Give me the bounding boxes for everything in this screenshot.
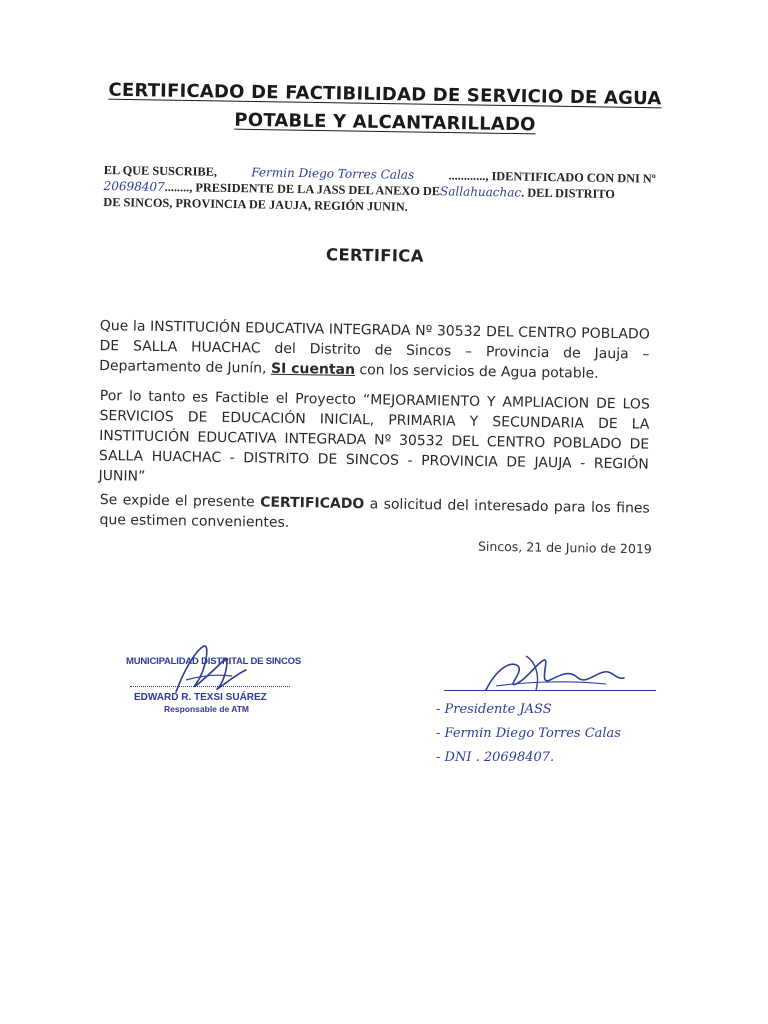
signature-name: - Fermin Diego Torres Calas — [436, 726, 621, 741]
intro-text-5: DE SINCOS, PROVINCIA DE JAUJA, REGIÓN JUNIN. — [103, 194, 408, 214]
paragraph-project: Por lo tanto es Factible el Proyecto “MEJORAMIENTO Y AMPLIACION DE LOS SERVICIOS DE EDUCACIÓN INICIAL, PRIMARIA Y SECUNDARIA DE LA INSTITUCIÓN EDUCATIVA INTEGRADA Nº 30532 DEL CENTRO POBLADO DE SALLA HUACHAC - DISTRITO DE SINCOS - PROVINCIA DE JAUJA - REGIÓN JUNIN” — [98, 387, 650, 485]
paragraph3-emphasis: CERTIFICADO — [260, 494, 365, 513]
paragraph1-text-a: Que la INSTITUCIÓN EDUCATIVA INTEGRADA Nº 30532 DEL CENTRO POBLADO DE SALLA HUACHAC del Distrito de Sincos – Provincia de Jauja – Departamento de Junín, — [99, 317, 650, 377]
signature-line — [444, 690, 656, 691]
paragraph1-emphasis: SI cuentan — [270, 360, 356, 379]
paragraph3-text-a: Se expide el presente — [99, 491, 255, 511]
signature-title: - Presidente JASS — [436, 702, 552, 717]
paragraph-issuance — [99, 490, 650, 539]
intro-text-3: ........, PRESIDENTE DE LA JASS DEL ANEXO DE — [164, 179, 441, 199]
intro-text-2: ............, IDENTIFICADO CON DNI Nº — [448, 168, 656, 186]
certifica-heading: CERTIFICA — [325, 245, 424, 266]
document-title-line2: POTABLE Y ALCANTARILLADO — [234, 109, 536, 136]
stamp-official-name: EDWARD R. TEXSI SUÁREZ — [134, 692, 267, 703]
handwritten-annex: Sallahuachac — [439, 184, 522, 200]
paragraph3-text-b: a solicitud del interesado para los fines que estimen convenientes. — [99, 496, 650, 531]
paragraph1-text-b: con los servicios de Agua potable. — [359, 362, 599, 382]
intro-text-1: EL QUE SUSCRIBE, — [103, 162, 218, 179]
stamp-official-role: Responsable de ATM — [164, 704, 250, 714]
handwritten-dni: 20698407 — [103, 178, 165, 194]
stamp-dotted-line — [130, 686, 290, 687]
stamp-municipality: MUNICIPALIDAD DISTRITAL DE SINCOS — [126, 656, 301, 667]
paragraph-services — [99, 316, 650, 385]
intro-statement — [103, 162, 656, 219]
handwritten-name: Fermin Diego Torres Calas — [251, 165, 415, 182]
stamp-signature-scrawl — [166, 640, 256, 700]
intro-text-4: . DEL DISTRITO — [521, 185, 616, 202]
signature-dni: - DNI . 20698407. — [436, 750, 555, 765]
president-signature — [436, 650, 666, 780]
issue-date: Sincos, 21 de Junio de 2019 — [477, 538, 652, 557]
document-title-line1: CERTIFICADO DE FACTIBILIDAD DE SERVICIO DE AGUA — [108, 79, 662, 110]
municipal-stamp — [126, 640, 301, 715]
